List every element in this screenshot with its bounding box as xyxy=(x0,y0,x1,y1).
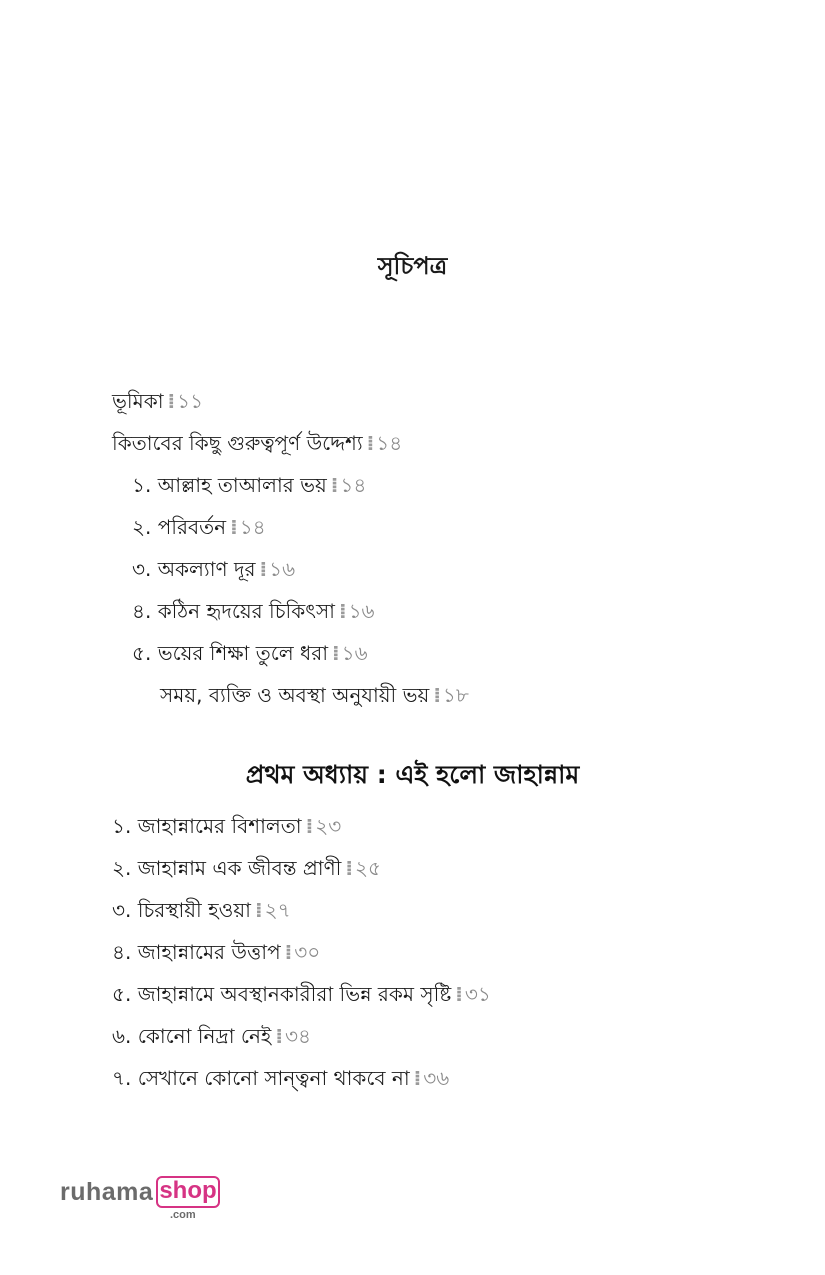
toc-entry[interactable] xyxy=(132,639,368,667)
toc-entry-text: ৪. জাহান্নামের উত্তাপ xyxy=(112,940,281,964)
toc-entry-text: ২. জাহান্নাম এক জীবন্ত প্রাণী xyxy=(112,856,342,880)
page-number: ১৬ xyxy=(269,557,296,581)
toc-entry-text: ২. পরিবর্তন xyxy=(132,515,227,539)
separator: ⁞ xyxy=(230,515,238,539)
page-number: ১৬ xyxy=(348,599,375,623)
separator: ⁞ xyxy=(345,856,354,880)
separator: ⁞ xyxy=(366,431,375,455)
separator: ⁞ xyxy=(433,683,441,707)
toc-entry[interactable] xyxy=(132,471,366,499)
toc-entry-text: কিতাবের কিছু গুরুত্বপূর্ণ উদ্দেশ্য xyxy=(112,431,363,455)
logo-wordmark: ruhama xyxy=(60,1178,154,1206)
toc-entry[interactable] xyxy=(112,1022,311,1050)
page-number: ৩১ xyxy=(464,982,491,1006)
toc-entry[interactable] xyxy=(112,896,291,924)
toc-entry[interactable] xyxy=(112,429,402,457)
toc-entry-text: ভূমিকা xyxy=(112,389,164,413)
toc-entry[interactable] xyxy=(112,387,203,415)
page-number: ১৮ xyxy=(442,683,469,707)
toc-entry[interactable] xyxy=(132,513,266,541)
separator: ⁞ xyxy=(332,641,340,665)
logo-domain: .com xyxy=(170,1209,196,1221)
toc-entry-text: ৩. অকল্যাণ দূর xyxy=(132,557,256,581)
page-number: ১৪ xyxy=(376,431,403,455)
page-number: ৩৪ xyxy=(284,1024,311,1048)
separator: ⁞ xyxy=(167,389,176,413)
page-number: ৩৬ xyxy=(423,1066,450,1090)
separator: ⁞ xyxy=(413,1066,422,1090)
separator: ⁞ xyxy=(259,557,268,581)
page-number: ২৫ xyxy=(355,856,381,880)
toc-entry[interactable] xyxy=(112,854,381,882)
separator: ⁞ xyxy=(330,473,339,497)
toc-entry[interactable] xyxy=(132,555,295,583)
toc-entry-text: ৩. চিরস্থায়ী হওয়া xyxy=(112,898,251,922)
page-number: ১১ xyxy=(177,389,204,413)
page-number: ২৩ xyxy=(315,814,342,838)
toc-entry-text: ৫. ভয়ের শিক্ষা তুলে ধরা xyxy=(132,641,329,665)
chapter-title: প্রথম অধ্যায় : এই হলো জাহান্নাম xyxy=(245,760,580,789)
toc-entry[interactable] xyxy=(132,597,375,625)
toc-entry-text: ৪. কঠিন হৃদয়ের চিকিৎসা xyxy=(132,599,335,623)
logo-shop-badge: shop xyxy=(156,1176,220,1208)
page-number: ৩০ xyxy=(294,940,321,964)
toc-entry[interactable] xyxy=(112,1064,449,1092)
toc-entry-text: ৭. সেখানে কোনো সান্ত্বনা থাকবে না xyxy=(112,1066,410,1090)
page-title: সূচিপত্র xyxy=(377,252,448,280)
page-number: ১৬ xyxy=(341,641,368,665)
toc-entry-text: ১. আল্লাহ তাআলার ভয় xyxy=(132,473,327,497)
page-number: ২৭ xyxy=(264,898,291,922)
toc-entry-text: সময়, ব্যক্তি ও অবস্থা অনুযায়ী ভয় xyxy=(160,683,430,707)
page-number: ১৪ xyxy=(239,515,266,539)
page-number: ১৪ xyxy=(340,473,367,497)
separator: ⁞ xyxy=(284,940,293,964)
toc-entry[interactable] xyxy=(112,980,491,1008)
toc-entry-text: ৬. কোনো নিদ্রা নেই xyxy=(112,1024,272,1048)
separator: ⁞ xyxy=(254,898,263,922)
separator: ⁞ xyxy=(275,1024,283,1048)
separator: ⁞ xyxy=(338,599,347,623)
toc-entry-text: ৫. জাহান্নামে অবস্থানকারীরা ভিন্ন রকম সৃষ্টি xyxy=(112,982,452,1006)
toc-entry-text: ১. জাহান্নামের বিশালতা xyxy=(112,814,302,838)
separator: ⁞ xyxy=(305,814,314,838)
toc-entry[interactable] xyxy=(112,938,320,966)
toc-entry[interactable] xyxy=(160,681,469,709)
toc-entry[interactable] xyxy=(112,812,341,840)
separator: ⁞ xyxy=(455,982,463,1006)
